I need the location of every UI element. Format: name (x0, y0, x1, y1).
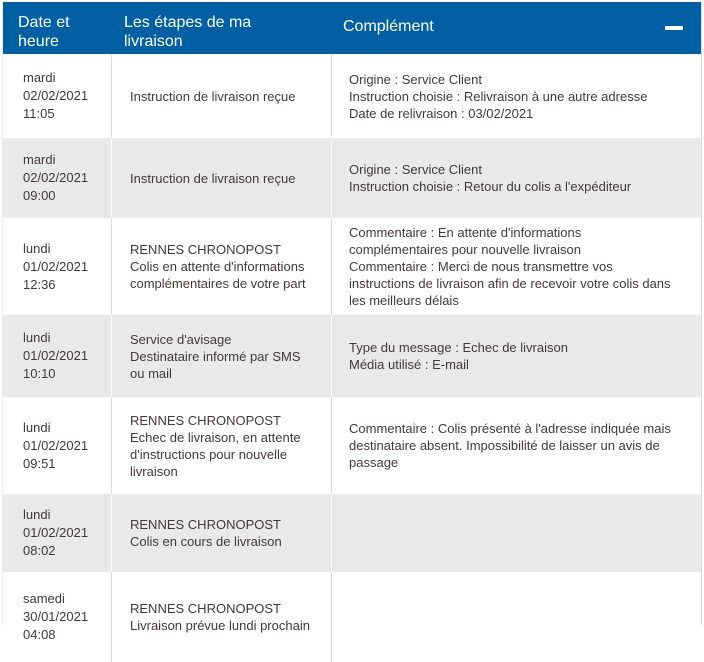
cell-steps (111, 315, 331, 397)
table-row (3, 397, 701, 494)
date-time: 11:05 (23, 106, 55, 121)
cell-complement (331, 572, 701, 662)
table-row (3, 572, 701, 662)
date-value: 01/02/2021 (23, 258, 89, 274)
text-line: RENNES CHRONOPOST (130, 242, 281, 257)
cell-complement (331, 315, 701, 397)
text-line: Média utilisé : E-mail (349, 357, 469, 372)
collapse-minus-icon[interactable] (665, 26, 683, 30)
table-row (3, 54, 701, 138)
cell-date (3, 218, 111, 315)
date-value: 01/02/2021 (23, 437, 89, 453)
date-time: 04:08 (23, 627, 56, 642)
cell-steps (111, 218, 331, 315)
text-line: Destinataire informé par SMS ou mail (130, 348, 301, 381)
table-row (3, 315, 701, 397)
text-line: RENNES CHRONOPOST (130, 601, 281, 616)
text-line: Instruction de livraison reçue (130, 170, 296, 186)
cell-date (3, 138, 111, 218)
date-day: lundi (23, 240, 51, 256)
text-line: Instruction choisie : Relivraison à une autre adresse (349, 88, 648, 104)
column-header-complement-label: Complément (343, 18, 434, 35)
text-line: Instruction choisie : Retour du colis a l'expéditeur (349, 179, 632, 194)
date-time: 10:10 (23, 366, 56, 381)
date-time: 12:36 (23, 276, 56, 292)
text-line: Colis en cours de livraison (130, 534, 282, 549)
text-line: Instruction de livraison reçue (130, 88, 296, 104)
text-line: Origine : Service Client (349, 162, 482, 177)
date-time: 09:51 (23, 455, 56, 471)
table-body (3, 54, 701, 662)
table-row (3, 218, 701, 315)
date-value: 30/01/2021 (23, 609, 89, 624)
text-line: Service d'avisage (130, 331, 232, 347)
text-line: Commentaire : En attente d'informations complémentaires pour nouvelle livraison (349, 225, 582, 257)
text-line: Echec de livraison, en attente d'instructions pour nouvelle livraison (130, 429, 301, 479)
text-line: Livraison prévue lundi prochain (130, 618, 310, 633)
date-day: mardi (23, 152, 56, 167)
cell-complement (331, 54, 701, 138)
cell-steps (111, 397, 331, 494)
date-day: samedi (23, 591, 65, 606)
text-line: Origine : Service Client (349, 71, 482, 87)
table-row (3, 494, 701, 572)
table-header (3, 2, 701, 54)
cell-date (3, 397, 111, 494)
date-time: 09:00 (23, 188, 56, 203)
text-line: Colis en attente d'informations complémentaires de votre part (130, 259, 306, 291)
cell-steps (111, 138, 331, 218)
cell-steps (111, 494, 331, 572)
column-header-complement (331, 2, 701, 54)
text-line: Commentaire : Merci de nous transmettre vos instructions de livraison afin de recevoir votre colis dans les meilleurs délais (349, 259, 671, 308)
tracking-panel (2, 2, 702, 642)
date-value: 01/02/2021 (23, 525, 89, 540)
cell-date (3, 494, 111, 572)
date-time: 08:02 (23, 543, 56, 558)
cell-complement (331, 397, 701, 494)
cell-complement (331, 218, 701, 315)
date-value: 01/02/2021 (23, 348, 89, 363)
column-header-steps (111, 2, 331, 54)
column-header-date (3, 2, 111, 54)
date-value: 02/02/2021 (23, 170, 89, 185)
text-line: Type du message : Echec de livraison (349, 340, 568, 355)
cell-date (3, 315, 111, 397)
date-day: lundi (23, 507, 51, 522)
cell-steps (111, 54, 331, 138)
date-value: 02/02/2021 (23, 88, 89, 103)
text-line: RENNES CHRONOPOST (130, 412, 281, 428)
text-line: RENNES CHRONOPOST (130, 517, 281, 532)
table-row (3, 138, 701, 218)
text-line: Commentaire : Colis présenté à l'adresse indiquée mais destinataire absent. Impossibilité de laisser un avis de passage (349, 421, 671, 470)
column-header-date-label: Date et heure (18, 14, 70, 50)
column-header-steps-label: Les étapes de ma livraison (124, 14, 252, 50)
date-day: lundi (23, 419, 51, 435)
cell-date (3, 572, 111, 662)
cell-date (3, 54, 111, 138)
date-day: mardi (23, 70, 56, 85)
date-day: lundi (23, 330, 51, 345)
cell-complement (331, 138, 701, 218)
text-line: Date de relivraison : 03/02/2021 (349, 105, 534, 121)
cell-steps (111, 572, 331, 662)
cell-complement (331, 494, 701, 572)
